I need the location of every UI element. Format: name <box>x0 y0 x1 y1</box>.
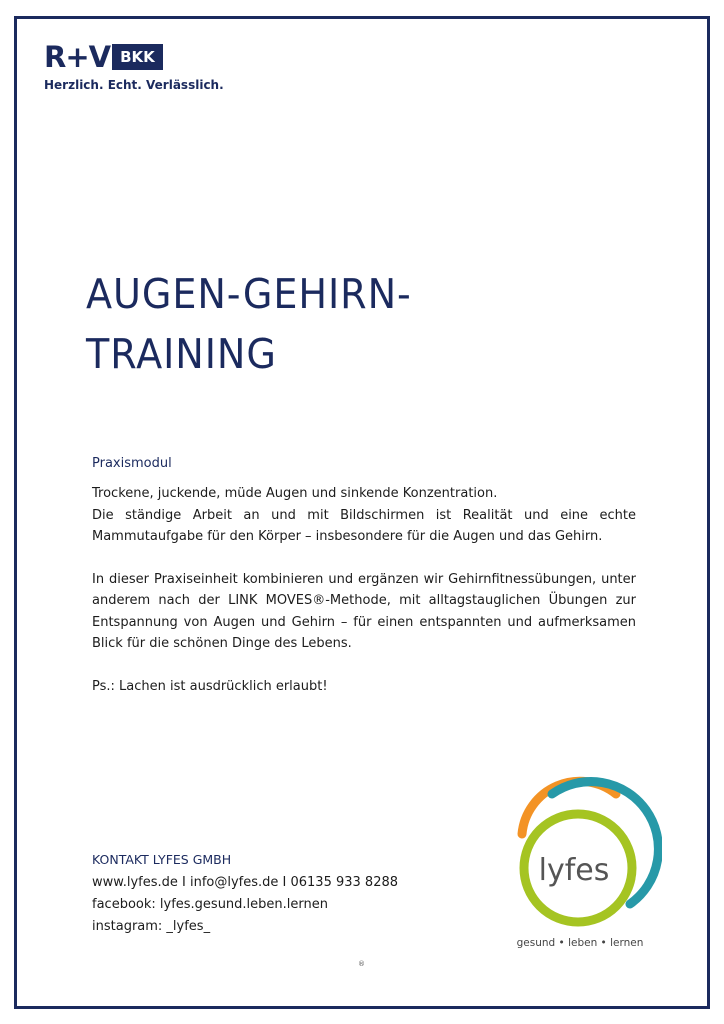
paragraph-1-rest: Die ständige Arbeit an und mit Bildschirmen ist Realität und eine echte Mammutaufgabe für den Körper – insbesondere für die Augen und das Gehirn. <box>92 507 636 544</box>
contact-heading: KONTAKT LYFES GMBH <box>92 852 232 867</box>
logo-tagline: Herzlich. Echt. Verlässlich. <box>44 78 224 92</box>
contact-instagram: instagram: _lyfes_ <box>92 919 211 934</box>
lyfes-tagline: gesund • leben • lernen <box>516 937 644 949</box>
subheading: Praxismodul <box>92 456 172 471</box>
rv-bkk-logo <box>44 42 224 92</box>
body-text <box>92 456 636 697</box>
lyfes-wordmark: lyfes <box>538 853 610 888</box>
contact-block <box>92 852 398 938</box>
page-title <box>86 264 412 384</box>
logo-bkk-badge: BKK <box>112 44 163 70</box>
registered-mark: ® <box>358 960 365 968</box>
title-line-2: TRAINING <box>86 330 277 378</box>
paragraph-2: In dieser Praxiseinheit kombinieren und ergänzen wir Gehirnfitnessübungen, unter anderem nach der LINK MOVES®-Methode, mit alltagstauglichen Übungen zur Entspannung von Augen und Gehirn – für einen entspannten und aufmerksamen Blick für die schönen Dinge des Lebens. <box>92 571 636 651</box>
paragraph-1-first-line: Trockene, juckende, müde Augen und sinkende Konzentration. <box>92 486 498 501</box>
paragraph-1 <box>92 483 636 548</box>
logo-rv-text: R+V <box>44 40 111 74</box>
lyfes-logo <box>512 772 662 932</box>
contact-web-email-phone: www.lyfes.de I info@lyfes.de I 06135 933 8288 <box>92 875 399 890</box>
title-line-1: AUGEN-GEHIRN- <box>86 270 412 318</box>
contact-facebook: facebook: lyfes.gesund.leben.lernen <box>92 897 328 912</box>
paragraph-3: Ps.: Lachen ist ausdrücklich erlaubt! <box>92 678 328 694</box>
